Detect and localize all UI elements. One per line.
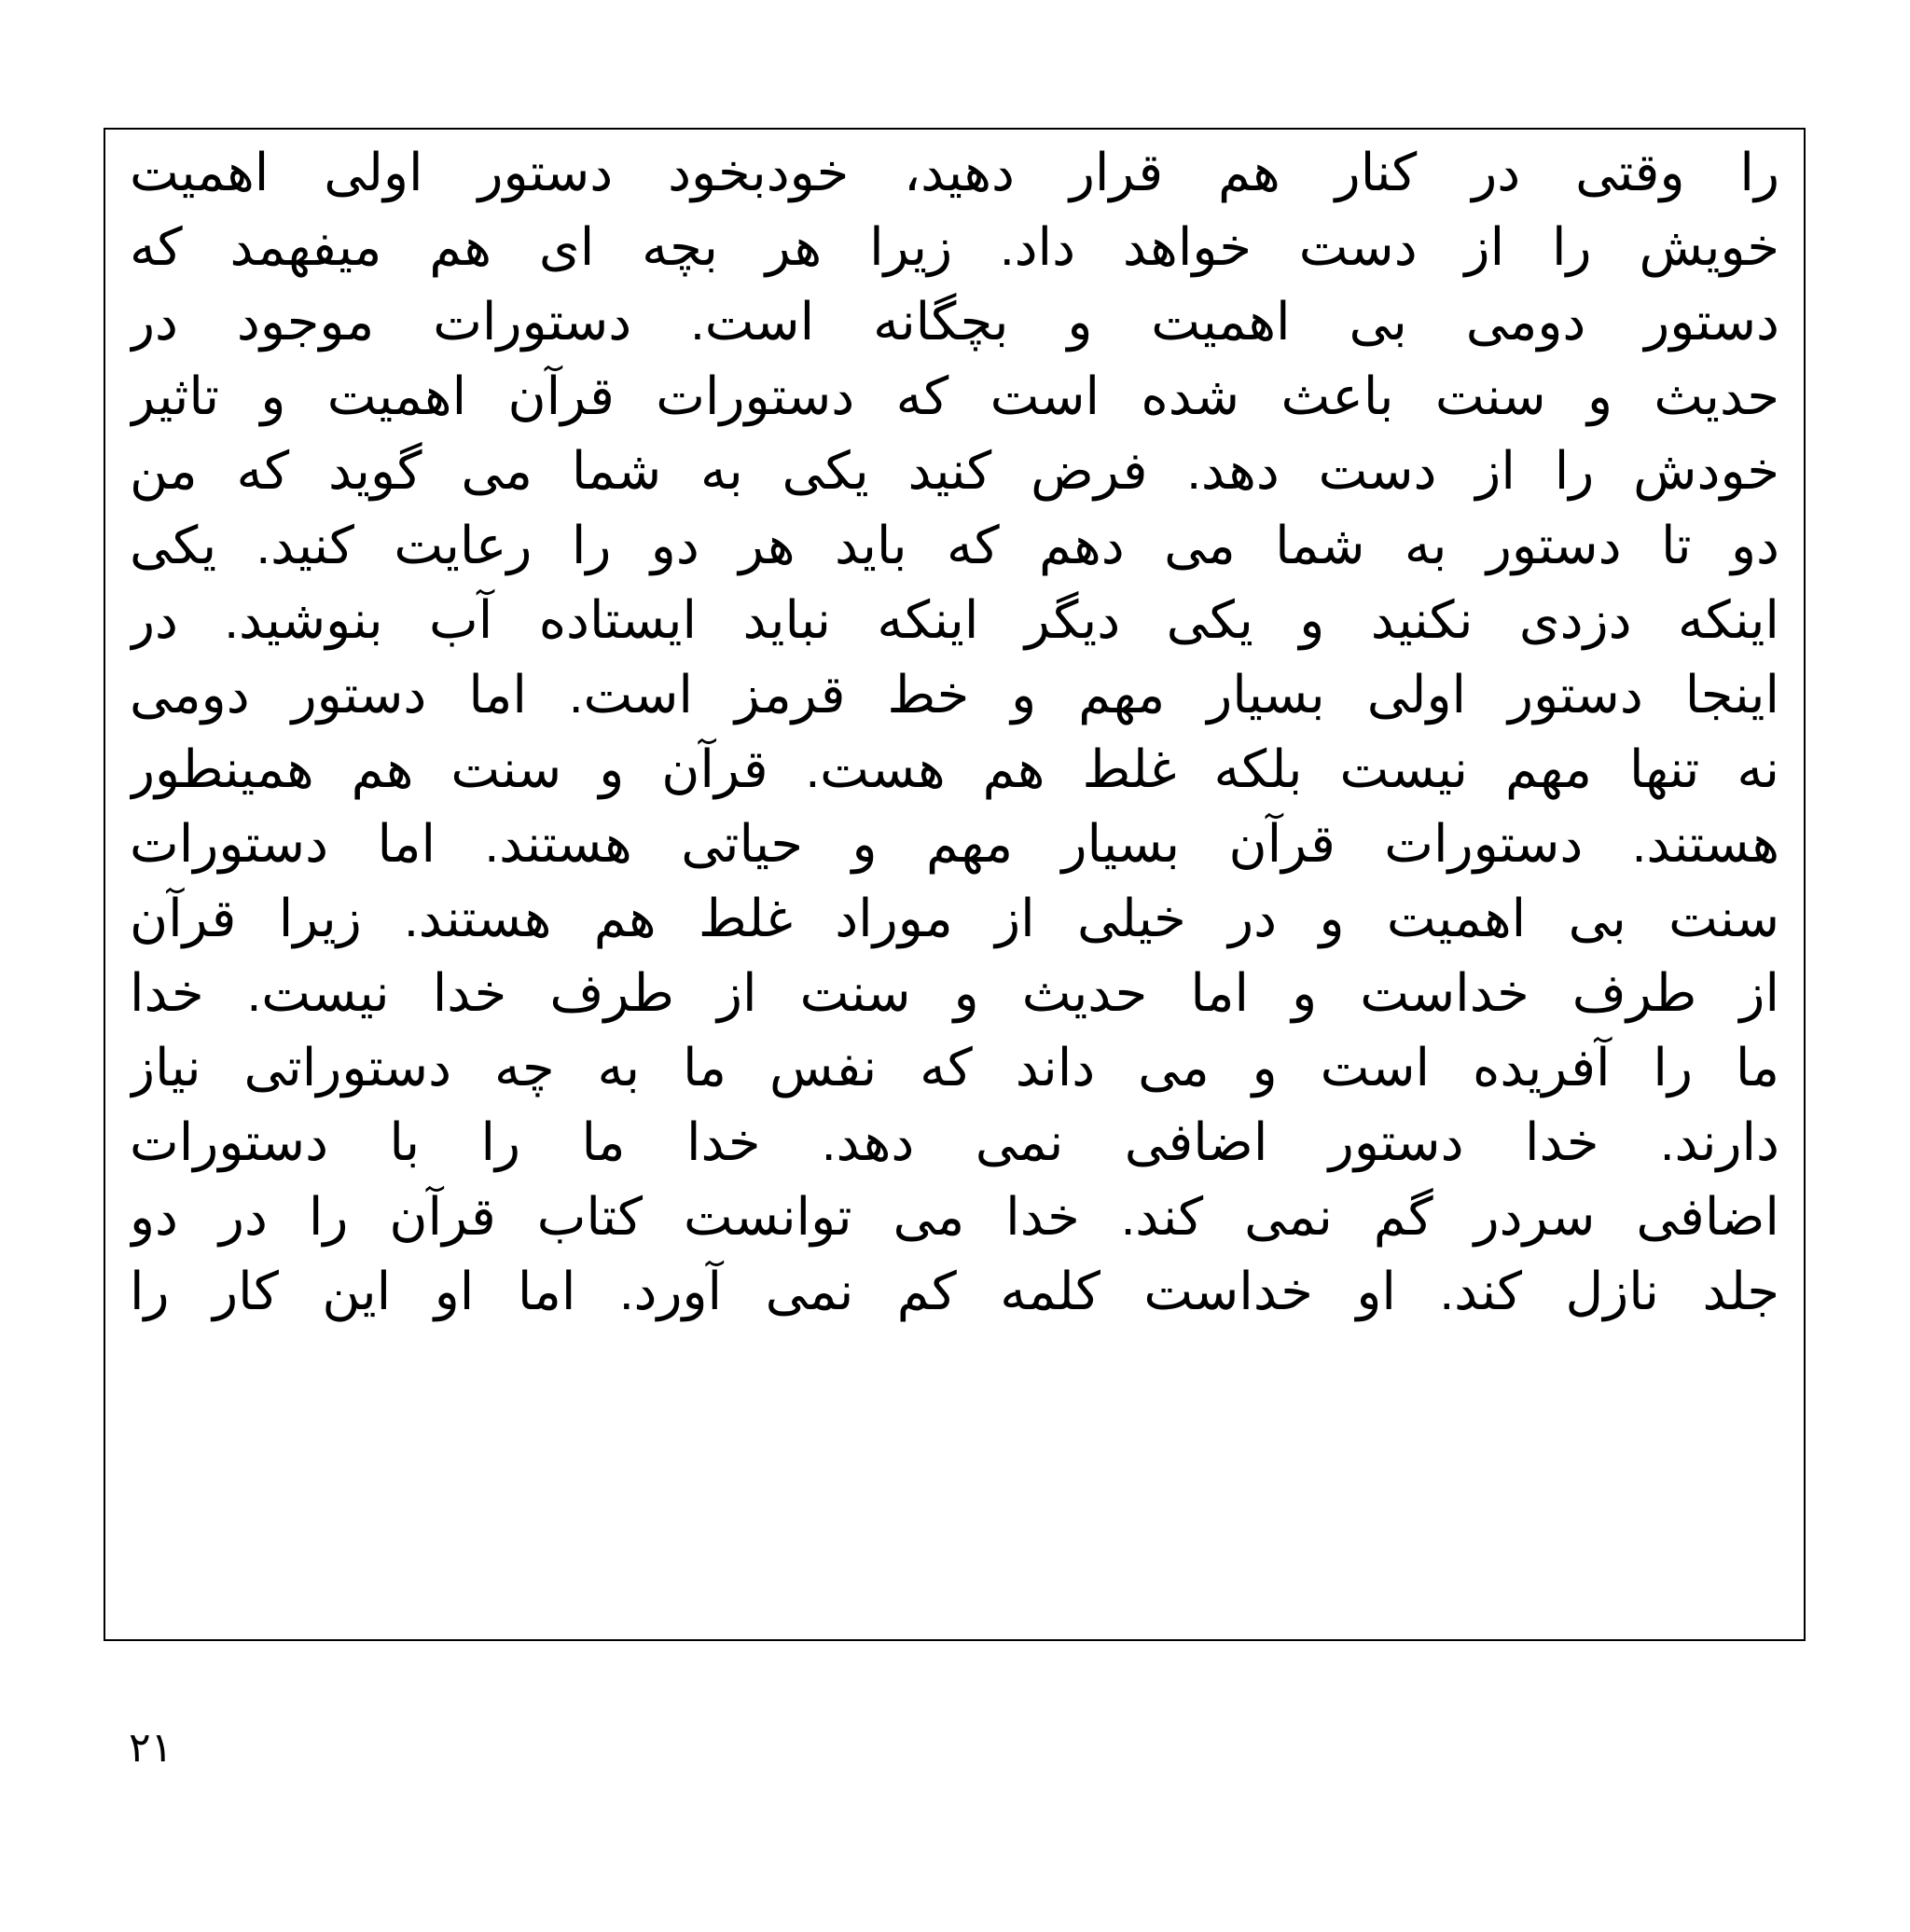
text-line-6: دو تا دستور به شما می دهم که باید هر دو را رعایت کنید. یکی — [130, 516, 1779, 574]
text-line-8: اینجا دستور اولی بسیار مهم و خط قرمز است. اما دستور دومی — [130, 665, 1779, 724]
text-line-3: دستور دومی بی اهمیت و بچگانه است. دستورات موجود در — [130, 292, 1779, 351]
text-line-10: هستند. دستورات قرآن بسیار مهم و حیاتی هستند. اما دستورات — [130, 814, 1779, 873]
text-line-15: اضافی سردر گم نمی کند. خدا می توانست کتاب قرآن را در دو — [130, 1187, 1779, 1246]
text-line-1: را وقتی در کنار هم قرار دهید، خودبخود دستور اولی اهمیت — [130, 143, 1779, 201]
page-number: ۲۱ — [129, 1724, 173, 1772]
text-line-13: ما را آفریده است و می داند که نفس ما به چه دستوراتی نیاز — [130, 1038, 1779, 1097]
text-line-12: از طرف خداست و اما حدیث و سنت از طرف خدا نیست. خدا — [130, 963, 1779, 1022]
text-line-5: خودش را از دست دهد. فرض کنید یکی به شما می گوید که من — [130, 441, 1779, 500]
text-box — [104, 128, 1806, 1641]
text-line-7: اینکه دزدی نکنید و یکی دیگر اینکه نباید ایستاده آب بنوشید. در — [130, 590, 1779, 649]
text-line-11: سنت بی اهمیت و در خیلی از موراد غلط هم هستند. زیرا قرآن — [130, 889, 1779, 947]
text-line-9: نه تنها مهم نیست بلکه غلط هم هست. قرآن و سنت هم همینطور — [130, 739, 1779, 798]
text-line-16: جلد نازل کند. او خداست کلمه کم نمی آورد. اما او این کار را — [130, 1262, 1779, 1320]
text-line-2: خویش را از دست خواهد داد. زیرا هر بچه ای هم میفهمد که — [130, 217, 1779, 276]
text-line-14: دارند. خدا دستور اضافی نمی دهد. خدا ما را با دستورات — [130, 1112, 1779, 1171]
text-line-4: حدیث و سنت باعث شده است که دستورات قرآن اهمیت و تاثیر — [130, 366, 1779, 425]
